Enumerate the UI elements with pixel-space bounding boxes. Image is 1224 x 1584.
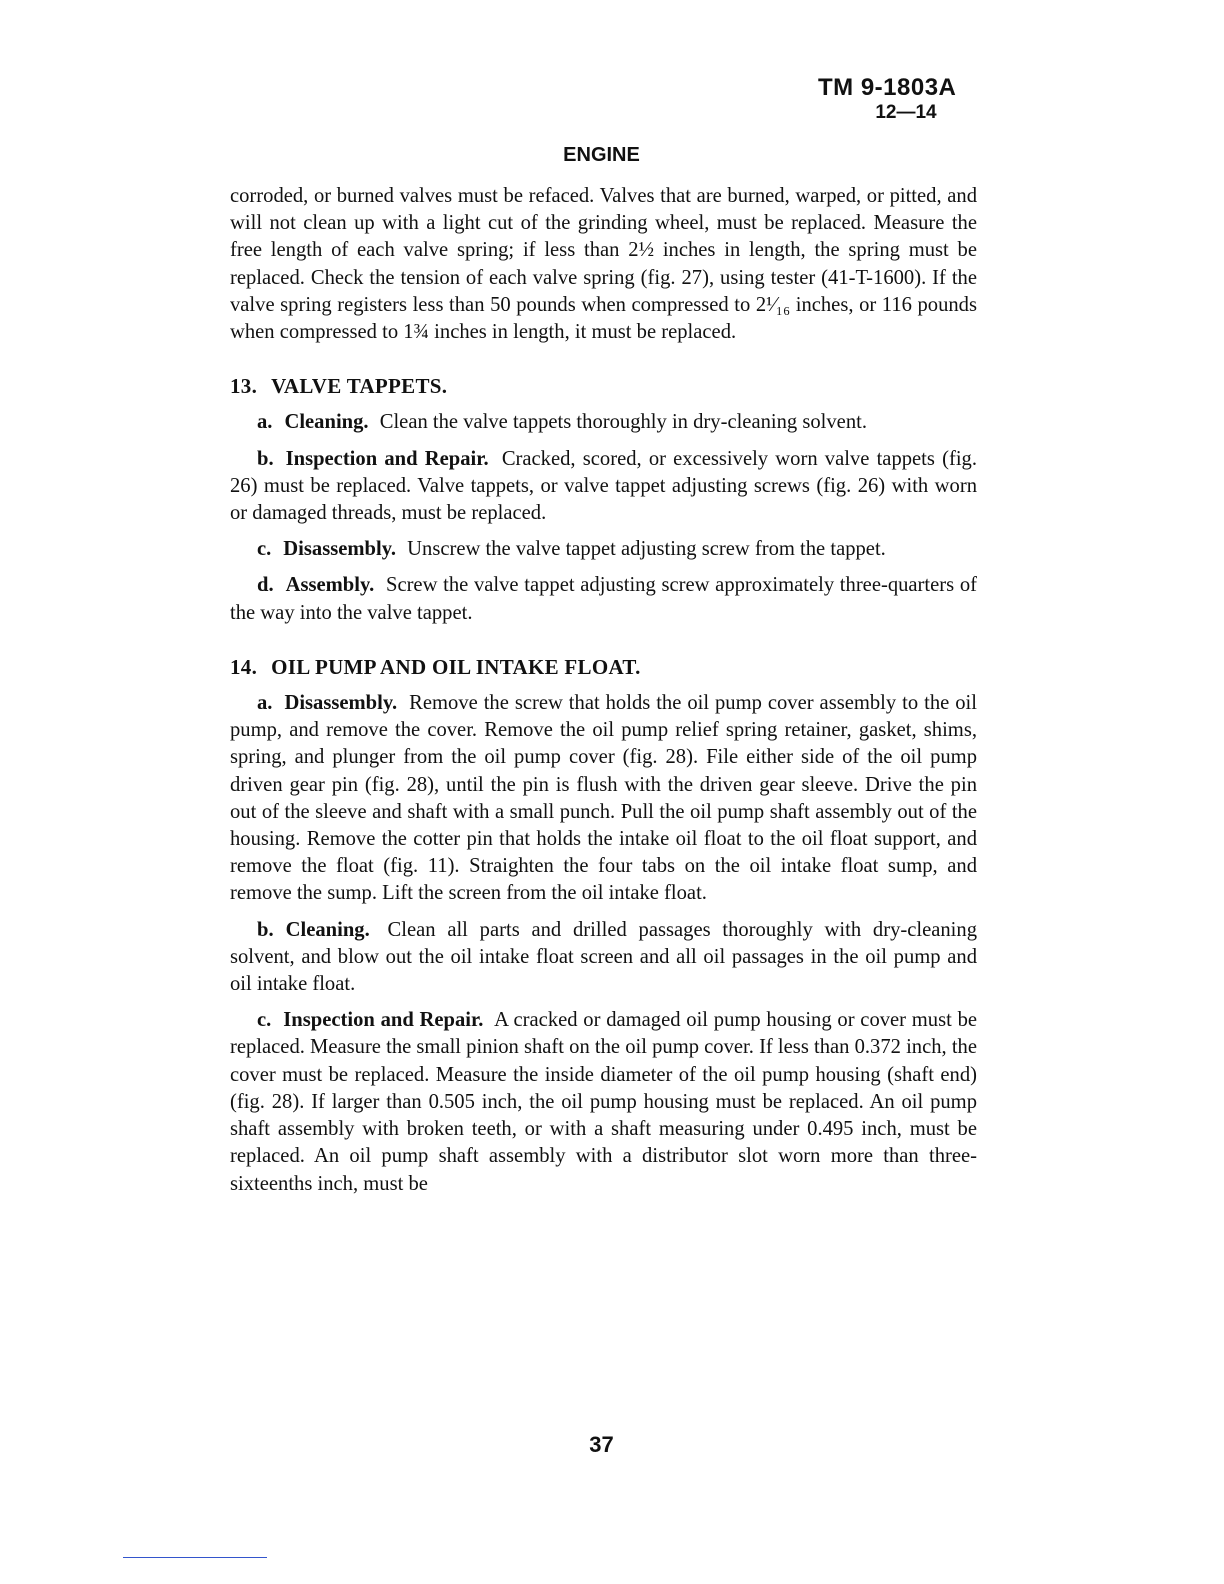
section-title: OIL PUMP AND OIL INTAKE FLOAT. [271, 654, 641, 679]
section-number: 13. [230, 374, 258, 399]
paragraph-heading: Cleaning. [285, 918, 370, 941]
paragraph-text: Remove the screw that holds the oil pump cover assembly to the oil pump, and remove the cover. Remove the oil pump relief spring retainer, gasket, shims, spring, and plunger from the oil pump cover (fig. 28). File either side of the oil pump driven gear pin (fig. 28), until the pin is flush with the driven gear sleeve. Drive the pin out of the sleeve and shaft with a small punch. Pull the oil pump shaft assembly out of the housing. Remove the cotter pin that holds the intake oil float to the oil float support, and remove the float (fig. 11). Straighten the four tabs on the oil intake float sump, and remove the sump. Lift the screen from the oil intake float. [230, 692, 977, 905]
paragraph-letter: b. [257, 447, 274, 470]
section-title: VALVE TAPPETS. [271, 374, 448, 399]
paragraph-heading: Cleaning. [284, 411, 369, 434]
paragraph-heading: Inspection and Repair. [285, 447, 489, 470]
paragraph-text: Clean the valve tappets thoroughly in dry-cleaning solvent. [379, 411, 867, 434]
paragraph-letter: d. [257, 574, 274, 597]
paragraph-text: Unscrew the valve tappet adjusting screw from the tappet. [407, 538, 886, 561]
paragraph-letter: a. [257, 411, 273, 434]
opening-paragraph: corroded, or burned valves must be refaced. Valves that are burned, warped, or pitted, and will not clean up with a light cut of the grinding wheel, must be replaced. Measure the free length of each valve spring; if less than 2½ inches in length, the spring must be replaced. Check the tension of each valve spring (fig. 27), using tester (41-T-1600). If the valve spring registers less than 50 pounds when compressed to 2¹⁄₁₆ inches, or 116 pounds when compressed to 1¾ inches in length, it must be replaced. [230, 185, 977, 344]
paragraph-14c [230, 1007, 977, 1197]
paragraph-text: Clean all parts and drilled passages thoroughly with dry-cleaning solvent, and blow out the oil intake float screen and all oil passages in the oil pump and oil intake float. [230, 918, 977, 996]
paragraph-letter: c. [257, 538, 272, 561]
manual-number: TM 9-1803A [818, 74, 957, 101]
document-body [230, 183, 977, 1198]
paragraph-13d [230, 572, 977, 626]
paragraph-14b [230, 917, 977, 999]
paragraph-heading: Inspection and Repair. [283, 1009, 484, 1032]
paragraph-heading: Disassembly. [283, 538, 397, 561]
page-section-range: 12—14 [875, 102, 937, 123]
section-number: 14. [230, 654, 258, 679]
paragraph-13c [230, 536, 977, 563]
footnote-rule [123, 1557, 267, 1558]
paragraph-heading: Disassembly. [284, 692, 398, 715]
paragraph-letter: b. [257, 918, 274, 941]
section-13-heading [230, 373, 977, 400]
paragraph-letter: a. [257, 692, 273, 715]
paragraph-text: A cracked or damaged oil pump housing or cover must be replaced. Measure the small pinion shaft on the oil pump cover. If less than 0.372 inch, the cover must be replaced. Measure the inside diameter of the oil pump housing (shaft end) (fig. 28). If larger than 0.505 inch, the oil pump housing must be replaced. An oil pump shaft assembly with broken teeth, or with a shaft measuring under 0.495 inch, must be replaced. An oil pump shaft assembly with a distributor slot worn more than three-sixteenths inch, must be [230, 1009, 978, 1195]
paragraph-text: Cracked, scored, or excessively worn valve tappets (fig. 26) must be replaced. Valve tappets, or valve tappet adjusting screws (fig. 26) with worn or damaged threads, must be replaced. [230, 447, 977, 525]
paragraph-13a [230, 409, 977, 436]
paragraph-heading: Assembly. [285, 574, 375, 597]
section-14-heading [230, 654, 977, 681]
paragraph-text: Screw the valve tappet adjusting screw approximately three-quarters of the way into the valve tappet. [230, 574, 977, 624]
running-head: ENGINE [563, 144, 640, 166]
paragraph-14a [230, 690, 977, 908]
page-number: 37 [589, 1432, 614, 1457]
paragraph-13b [230, 446, 977, 528]
paragraph-letter: c. [257, 1009, 272, 1032]
